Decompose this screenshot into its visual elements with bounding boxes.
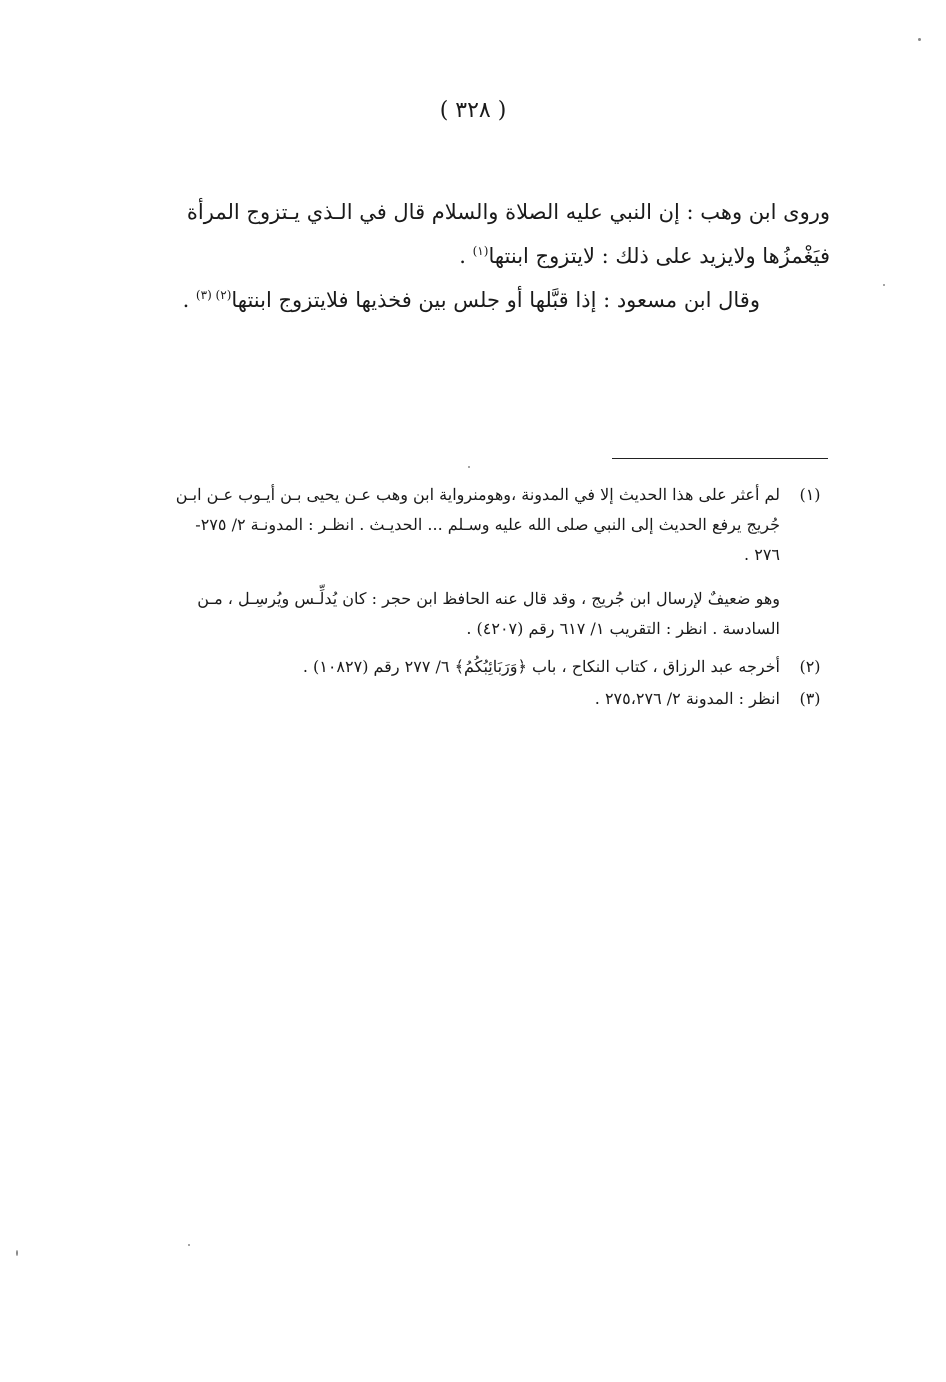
paragraph-2-text: وقال ابن مسعود : إذا قبَّلها أو جلس بين فخذيها فلايتزوج ابنتها — [231, 288, 760, 312]
paragraph-1-end: . — [459, 244, 473, 268]
paragraph-1-line-1: وروى ابن وهب : إن النبي عليه الصلاة والسلام قال في الـذي يـتزوج المرأة — [186, 200, 830, 224]
footnote-line: وهو ضعيفٌ لإرسال ابن جُريج ، وقد قال عنه الحافظ ابن حجر : كان يُدلِّـس ويُرسِـل ، مـن — [197, 589, 780, 608]
scan-speck — [16, 1250, 18, 1256]
paragraph-2 — [50, 278, 830, 322]
footnote-refs-2-3: (٢) (٣) — [195, 288, 232, 302]
footnote-2 — [50, 652, 840, 682]
footnote-1 — [50, 480, 840, 570]
footnote-line: انظر : المدونة ٢/ ٢٧٥،٢٧٦ . — [594, 689, 780, 708]
paragraph-1-text: فيَغْمزُها ولايزيد على ذلك : لايتزوج ابنتها — [488, 244, 830, 268]
paragraph-1-line-2 — [50, 234, 830, 278]
footnote-line: لم أعثر على هذا الحديث إلا في المدونة ،وهومنرواية ابن وهب عـن يحيى بـن أيـوب عـن ابـن — [175, 485, 780, 504]
footnote-line: ٢٧٦ . — [744, 545, 780, 564]
page-number: ( ٣٢٨ ) — [439, 98, 507, 123]
footnote-line: أخرجه عبد الرزاق ، كتاب النكاح ، باب ﴿وَرَبَائِبُكُمُ﴾ ٦/ ٢٧٧ رقم (١٠٨٢٧) . — [302, 657, 780, 676]
footnote-divider — [612, 458, 828, 459]
scan-speck — [468, 466, 470, 468]
scan-speck — [918, 38, 921, 41]
paragraph-2-end: . — [182, 288, 196, 312]
footnote-number: (١) — [799, 485, 821, 504]
main-text — [50, 190, 830, 322]
footnote-ref-1: (١) — [472, 244, 489, 258]
scan-speck — [883, 284, 885, 286]
footnote-1-continued — [50, 584, 840, 644]
footnote-line: السادسة . انظر : التقريب ١/ ٦١٧ رقم (٤٢٠٧) . — [466, 619, 780, 638]
footnote-number: (٢) — [799, 657, 821, 676]
footnote-number — [780, 584, 840, 644]
scan-speck — [188, 1244, 190, 1246]
footnote-number: (٣) — [799, 689, 821, 708]
footnote-3 — [50, 684, 840, 714]
footnote-line: جُريج يرفع الحديث إلى النبي صلى الله عليه وسـلم ... الحديـث . انظـر : المدونـة ٢/ ٢٧٥- — [195, 515, 780, 534]
